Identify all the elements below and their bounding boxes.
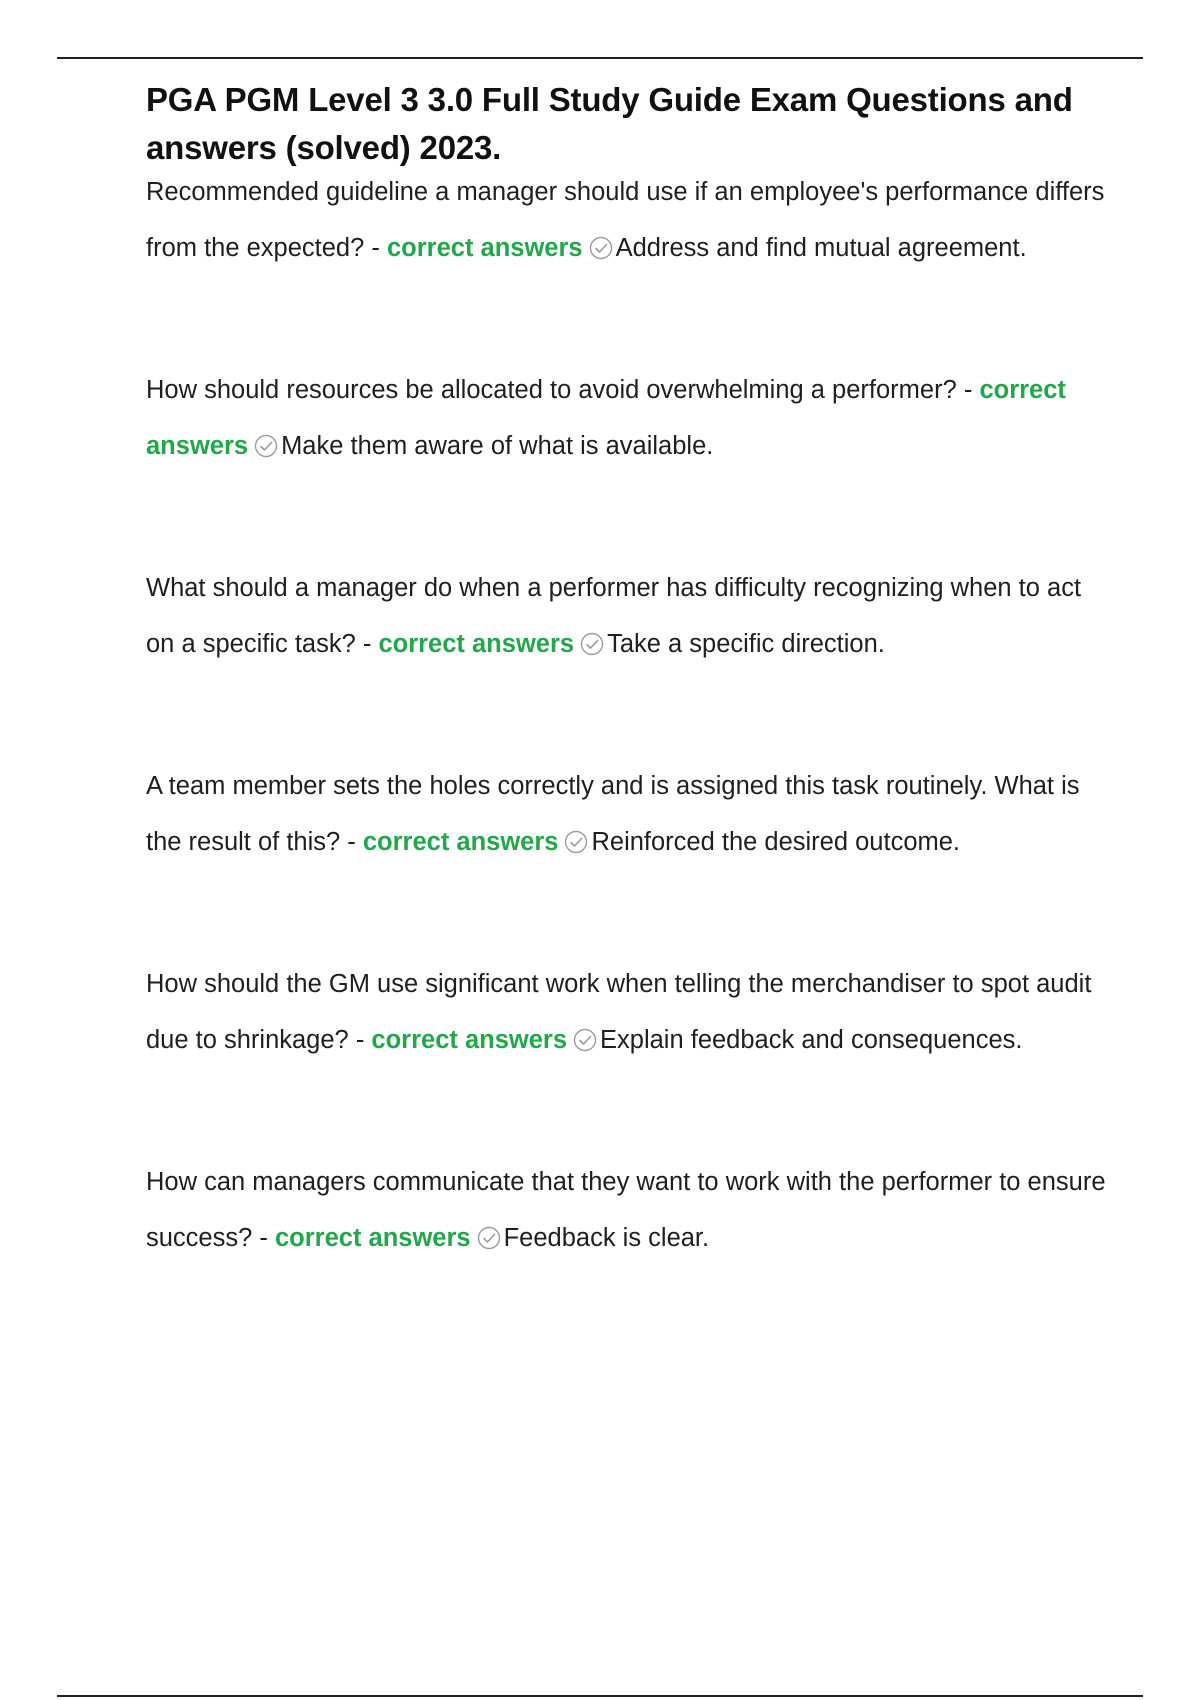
answer-text: Explain feedback and consequences.: [600, 1026, 1023, 1054]
qa-item: [146, 758, 1106, 870]
question-text: How should the GM use significant work when telling the merchandiser to spot audit due to shrinkage? -: [146, 970, 1092, 1054]
question-text: How can managers communicate that they want to work with the performer to ensure success? -: [146, 1168, 1106, 1252]
answer-label: correct answers: [378, 630, 575, 658]
answer-label: correct answers: [274, 1224, 471, 1252]
qa-list: [146, 164, 1106, 1266]
bottom-rule: [57, 1695, 1143, 1697]
qa-item: [146, 362, 1106, 474]
answer-label: correct answers: [386, 234, 583, 262]
question-text: What should a manager do when a performer has difficulty recognizing when to act on a specific task? -: [146, 574, 1082, 658]
answer-label: correct answers: [362, 828, 559, 856]
check-circle-icon: [573, 1028, 597, 1052]
check-circle-icon: [589, 236, 613, 260]
answer-text: Address and find mutual agreement.: [615, 234, 1027, 262]
answer-text: Feedback is clear.: [503, 1224, 710, 1252]
answer-label: correct answers: [371, 1026, 568, 1054]
answer-text: Reinforced the desired outcome.: [591, 828, 961, 856]
question-text: A team member sets the holes correctly and is assigned this task routinely. What is the result of this? -: [146, 772, 1080, 856]
document-body: [146, 76, 1106, 1266]
qa-item: [146, 1154, 1106, 1266]
answer-text: Make them aware of what is available.: [281, 432, 714, 460]
qa-item: [146, 560, 1106, 672]
check-circle-icon: [254, 434, 278, 458]
top-rule: [57, 57, 1143, 59]
qa-item: [146, 956, 1106, 1068]
check-circle-icon: [564, 830, 588, 854]
answer-label: correct answers: [146, 376, 1066, 460]
document-title: PGA PGM Level 3 3.0 Full Study Guide Exam Questions and answers (solved) 2023.: [146, 81, 1073, 166]
question-text: Recommended guideline a manager should use if an employee's performance differs from the expected? -: [146, 178, 1105, 262]
check-circle-icon: [580, 632, 604, 656]
check-circle-icon: [477, 1226, 501, 1250]
answer-text: Take a specific direction.: [607, 630, 885, 658]
question-text: How should resources be allocated to avoid overwhelming a performer? -: [146, 376, 973, 404]
qa-item: [146, 164, 1106, 276]
